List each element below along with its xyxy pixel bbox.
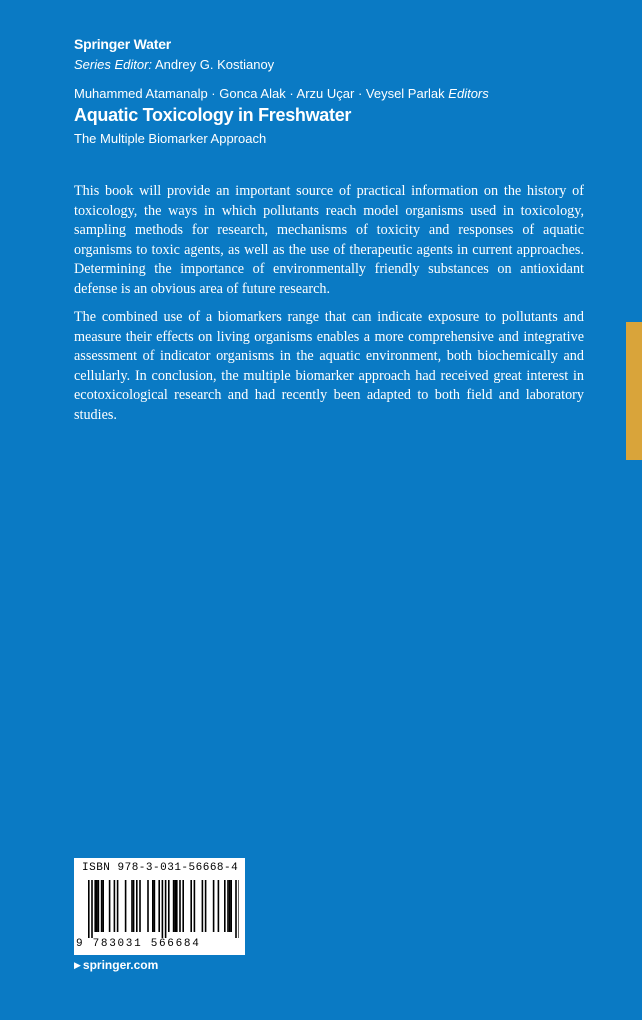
barcode-bar <box>133 880 135 932</box>
barcode-bar <box>88 880 90 938</box>
barcode-bar <box>117 880 119 932</box>
barcode-bar <box>162 880 164 938</box>
barcode-bar <box>139 880 141 932</box>
barcode-bar <box>94 880 96 932</box>
barcode-bar <box>136 880 138 932</box>
book-subtitle: The Multiple Biomarker Approach <box>74 131 267 146</box>
website-label: springer.com <box>82 958 159 972</box>
barcode-bar <box>173 880 175 932</box>
barcode-bar <box>152 880 154 932</box>
book-title: Aquatic Toxicology in Freshwater <box>74 105 352 125</box>
barcode-bar <box>165 880 167 938</box>
barcode-bars <box>80 880 239 938</box>
barcode-bar <box>227 880 229 932</box>
barcode-bar <box>154 880 156 932</box>
barcode-bar <box>218 880 220 932</box>
barcode-bar <box>98 880 100 932</box>
barcode-bar <box>229 880 231 932</box>
barcode-bar <box>91 880 93 938</box>
barcode-bar <box>147 880 149 932</box>
barcode-bar <box>102 880 104 932</box>
blurb-paragraph-2: The combined use of a biomarkers range that can indicate exposure to pollutants and measure their effects on living organisms enables a more comprehensive and integrative assessment of indicator organisms in the aquatic environment, both biochemically and cellularly. In conclusion, the multiple biomarker approach had received great interest in ecotoxicological research and had recently been adapted to both field and laboratory studies. <box>74 309 584 423</box>
book-blurb <box>74 182 584 434</box>
barcode-bar <box>96 880 98 932</box>
barcode-bar <box>168 880 170 932</box>
isbn-label: ISBN 978-3-031-56668-4 <box>82 862 239 874</box>
barcode-box <box>74 858 245 955</box>
barcode-bar <box>125 880 127 932</box>
barcode-bar <box>114 880 116 932</box>
triangle-right-icon: ▶ <box>74 960 81 970</box>
barcode-bar <box>213 880 215 932</box>
barcode-bar <box>238 880 239 938</box>
barcode-bar <box>176 880 178 932</box>
barcode-bar <box>235 880 237 938</box>
ean-digits: 9 783031 566684 <box>76 938 201 950</box>
barcode-bar <box>205 880 207 932</box>
blurb-paragraph-1: This book will provide an important source of practical information on the history of toxicology, the ways in which pollutants reach model organisms used in toxicology, sampling methods for research, mechanisms of toxicity and responses of aquatic organisms to toxic agents, as well as the use of therapeutic agents in current approaches. Determining the importance of environmentally friendly substances on antioxidant defense is an obvious area of future research. <box>74 183 584 297</box>
barcode-bar <box>194 880 196 932</box>
barcode-bar <box>230 880 232 932</box>
editors-role: Editors <box>448 86 489 101</box>
barcode-bar <box>158 880 160 932</box>
barcode-bar <box>101 880 103 932</box>
editor-names: Muhammed Atamanalp · Gonca Alak · Arzu Uçar · Veysel Parlak <box>74 86 445 101</box>
barcode-bar <box>182 880 184 932</box>
series-editor-name: Andrey G. Kostianoy <box>154 57 275 72</box>
barcode-bar <box>202 880 204 932</box>
barcode-bar <box>109 880 111 932</box>
barcode-bar <box>190 880 192 932</box>
series-editor-role: Series Editor: <box>74 57 153 72</box>
book-editors <box>74 86 489 101</box>
series-name: Springer Water <box>74 36 172 52</box>
barcode-bar <box>131 880 133 932</box>
barcode-bar <box>174 880 176 932</box>
series-editor <box>74 57 274 72</box>
barcode-bar <box>224 880 226 932</box>
barcode-bar <box>179 880 181 932</box>
publisher-website[interactable] <box>74 958 158 972</box>
accent-bar <box>626 322 642 460</box>
